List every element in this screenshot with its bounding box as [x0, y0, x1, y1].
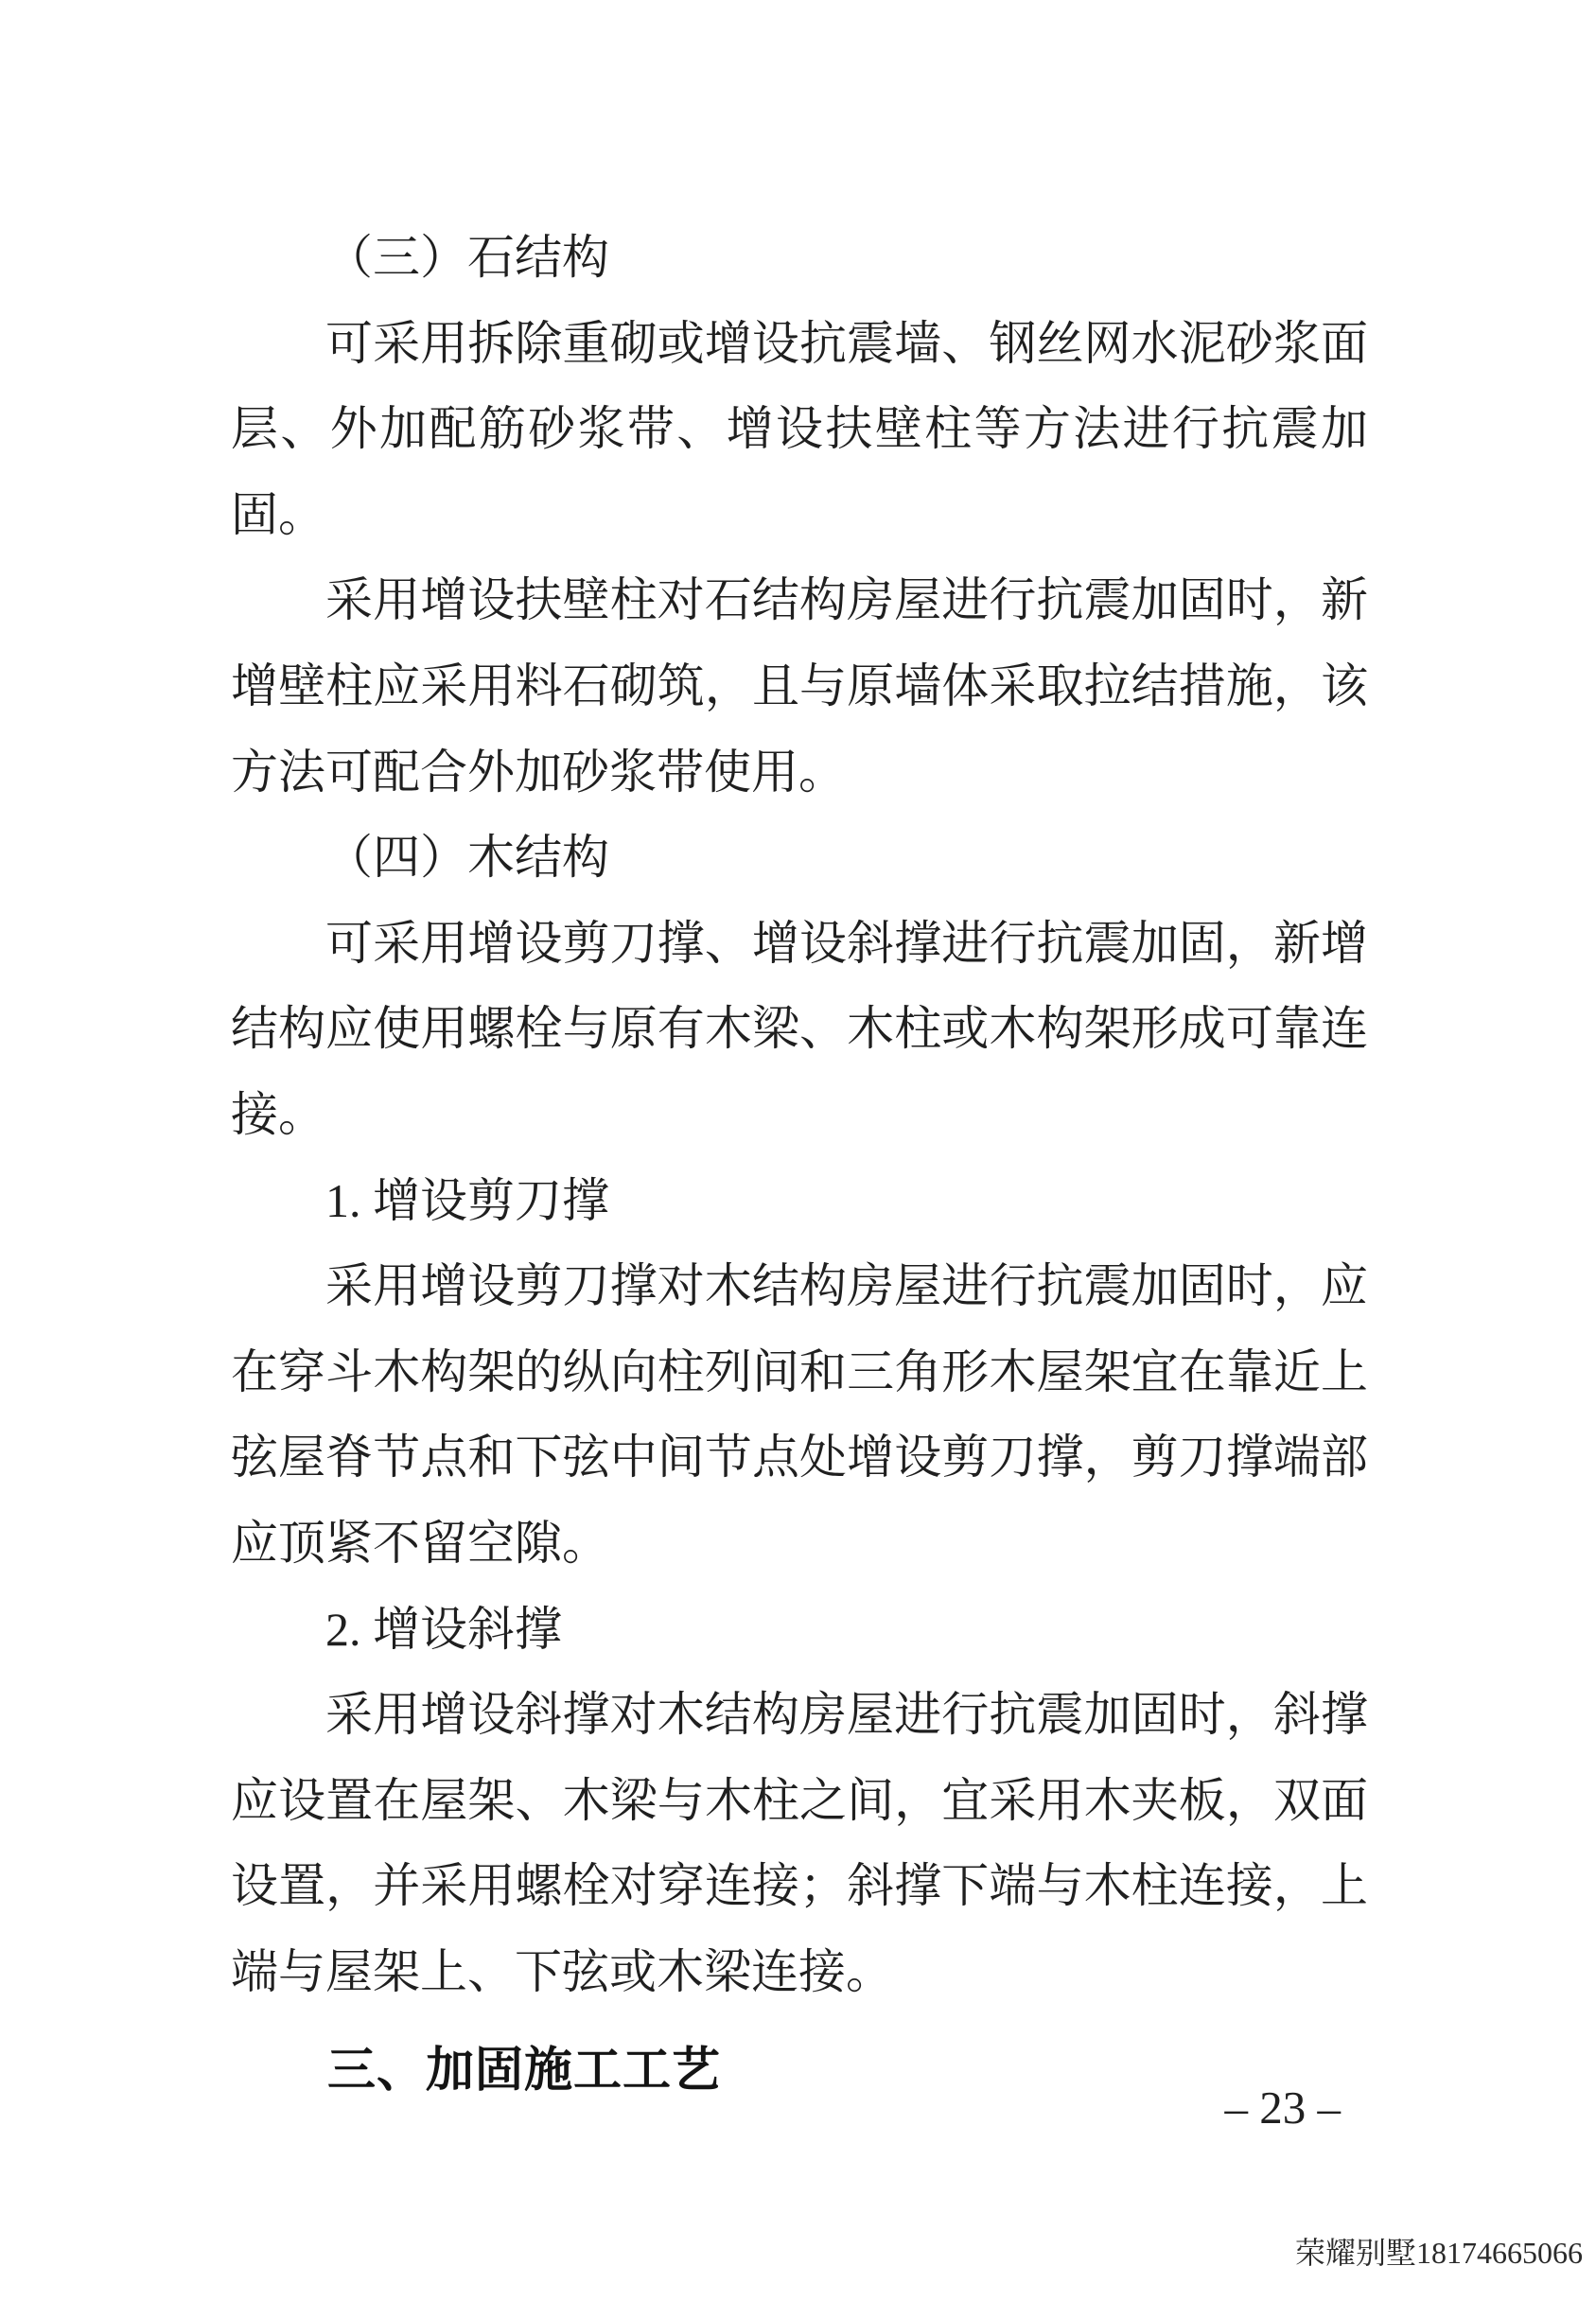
watermark: 荣耀别墅18174665066	[1294, 2236, 1583, 2270]
text-line: 在穿斗木构架的纵向柱列间和三角形木屋架宜在靠近上	[231, 1344, 1368, 1398]
text-line: （三）石结构	[325, 231, 609, 284]
paragraph-body	[231, 1243, 1368, 1586]
text-line: 增壁柱应采用料石砌筑，且与原墙体采取拉结措施，该	[231, 659, 1368, 712]
paragraph-subheading	[231, 1587, 1368, 1673]
text-line: 结构应使用螺栓与原有木梁、木柱或木构架形成可靠连	[231, 1002, 1368, 1056]
paragraph-body	[231, 557, 1368, 815]
paragraph-body	[231, 901, 1368, 1158]
text-line: 可采用拆除重砌或增设抗震墙、钢丝网水泥砂浆面	[325, 316, 1368, 370]
paragraph-body	[231, 1672, 1368, 2014]
paragraph-heading2	[231, 815, 1368, 901]
page-number: – 23 –	[1224, 2081, 1341, 2134]
document-body	[231, 215, 1368, 2114]
text-line: 接。	[231, 1087, 325, 1141]
paragraph-heading1	[231, 2028, 1368, 2114]
text-line: 端与屋架上、下弦或木梁连接。	[231, 1944, 893, 1998]
text-line: 采用增设斜撑对木结构房屋进行抗震加固时，斜撑	[325, 1688, 1368, 1742]
text-line: 应顶紧不留空隙。	[231, 1516, 609, 1570]
text-line: 采用增设扶壁柱对石结构房屋进行抗震加固时，新	[325, 573, 1368, 627]
paragraph-subheading	[231, 1158, 1368, 1244]
text-line: 可采用增设剪刀撑、增设斜撑进行抗震加固，新增	[325, 916, 1368, 970]
text-line: 2. 增设斜撑	[325, 1602, 562, 1656]
text-line: 1. 增设剪刀撑	[325, 1173, 609, 1227]
text-line: 应设置在屋架、木梁与木柱之间，宜采用木夹板，双面	[231, 1773, 1368, 1827]
text-line: 层、外加配筋砂浆带、增设扶壁柱等方法进行抗震加	[231, 402, 1368, 456]
text-line: （四）木结构	[325, 831, 609, 885]
paragraph-heading2	[231, 215, 1368, 301]
text-line: 方法可配合外加砂浆带使用。	[231, 745, 846, 799]
text-line: 固。	[231, 487, 325, 541]
text-line: 三、加固施工工艺	[327, 2043, 722, 2098]
paragraph-body	[231, 301, 1368, 558]
text-line: 弦屋脊节点和下弦中间节点处增设剪刀撑，剪刀撑端部	[231, 1431, 1368, 1484]
text-line: 设置，并采用螺栓对穿连接；斜撑下端与木柱连接，上	[231, 1859, 1368, 1913]
text-line: 采用增设剪刀撑对木结构房屋进行抗震加固时，应	[325, 1259, 1368, 1313]
